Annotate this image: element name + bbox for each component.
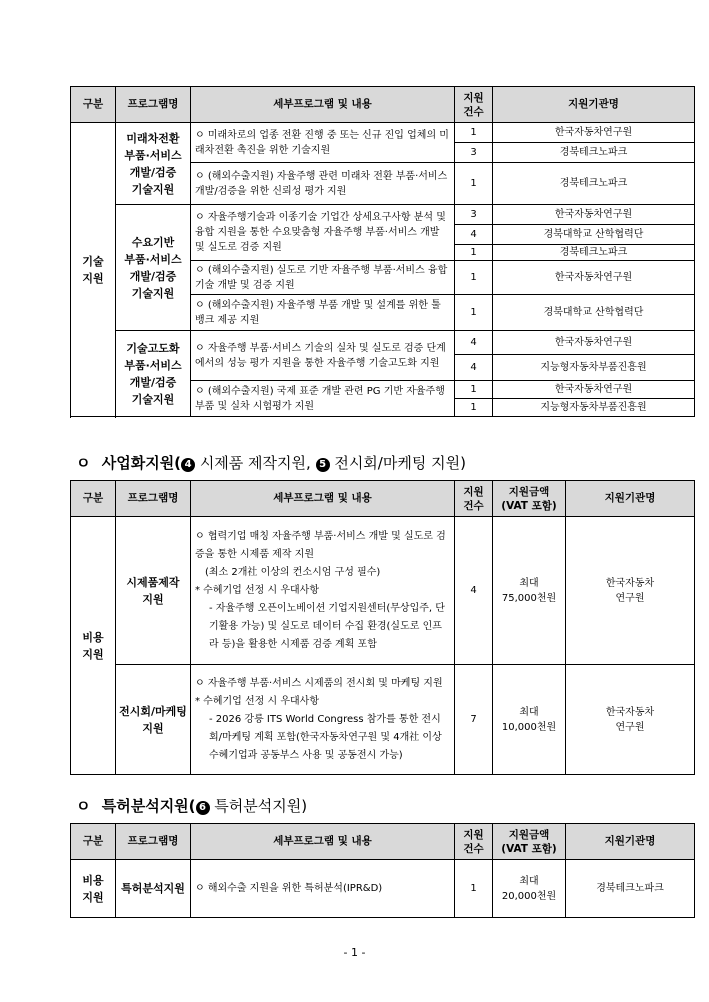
detail-text: ㅇ 자율주행기술과 이종기술 기업간 상세요구사항 분석 및 융합 지원을 통한 수요맞춤형 자율주행 부품·서비스 개발 및 실도로 검증 지원: [191, 205, 455, 261]
count-cell: 1: [455, 261, 493, 295]
agency-cell: 경북테크노파크: [493, 245, 695, 261]
program-name: 기술고도화 부품·서비스 개발/검증 기술지원: [116, 331, 191, 417]
count-cell: 4: [455, 225, 493, 245]
header-amount: 지원금액 (VAT 포함): [493, 824, 566, 860]
count-cell: 4: [455, 517, 493, 665]
category-tech: 기술 지원: [71, 123, 116, 417]
program-name: 수요기반 부품·서비스 개발/검증 기술지원: [116, 205, 191, 331]
detail-line: * 수혜기업 선정 시 우대사항: [195, 584, 319, 596]
header-program: 프로그램명: [116, 87, 191, 123]
count-cell: 1: [455, 295, 493, 331]
section-heading-patent: [76, 795, 307, 816]
agency-cell: 한국자동차연구원: [493, 381, 695, 399]
program-name: 특허분석지원: [116, 860, 191, 918]
detail-line: (최소 2개社 이상의 컨소시엄 구성 필수): [205, 566, 381, 578]
section-title: 특허분석지원(: [101, 797, 196, 815]
count-cell: 1: [455, 123, 493, 143]
section-title: 사업화지원(: [101, 454, 182, 472]
bullet: ㅇ: [76, 797, 91, 815]
detail-line: ㅇ 자율주행 부품·서비스 시제품의 전시회 및 마케팅 지원: [195, 677, 443, 689]
detail-text: ㅇ 미래차로의 업종 전환 진행 중 또는 신규 진입 업체의 미래차전환 촉진을 위한 기술지원: [191, 123, 455, 163]
detail-text: [191, 665, 455, 775]
category-cost: 비용 지원: [71, 860, 116, 918]
header-count: 지원 건수: [455, 481, 493, 517]
agency-cell: 한국자동차연구원: [493, 205, 695, 225]
amount-cell: 최대 75,000천원: [493, 517, 566, 665]
agency-cell: 경북대학교 산학협력단: [493, 225, 695, 245]
number-5-icon: 5: [316, 458, 330, 472]
count-cell: 3: [455, 205, 493, 225]
count-cell: 1: [455, 245, 493, 261]
number-6-icon: 6: [196, 801, 210, 815]
agency-cell: 경북테크노파크: [493, 163, 695, 205]
count-cell: 3: [455, 143, 493, 163]
tech-support-table: [70, 86, 695, 417]
agency-cell: 한국자동차 연구원: [566, 517, 695, 665]
header-detail: 세부프로그램 및 내용: [191, 824, 455, 860]
section-sub: 특허분석지원): [209, 797, 308, 815]
count-cell: 1: [455, 163, 493, 205]
agency-cell: 한국자동차연구원: [493, 331, 695, 355]
header-amount: 지원금액 (VAT 포함): [493, 481, 566, 517]
detail-line: - 자율주행 오픈이노베이션 기업지원센터(무상입주, 단기활용 가능) 및 실도로 데이터 수집 환경(실도로 인프라 등)을 활용한 시제품 검증 계획 포함: [209, 602, 445, 650]
header-agency: 지원기관명: [566, 481, 695, 517]
commercialization-table: [70, 480, 695, 775]
count-cell: 1: [455, 399, 493, 417]
program-name: 전시회/마케팅 지원: [116, 665, 191, 775]
detail-text: [191, 517, 455, 665]
agency-cell: 한국자동차연구원: [493, 123, 695, 143]
program-name: 미래차전환 부품·서비스 개발/검증 기술지원: [116, 123, 191, 205]
header-count: 지원 건수: [455, 87, 493, 123]
header-agency: 지원기관명: [566, 824, 695, 860]
detail-text: ㅇ (해외수출지원) 실도로 기반 자율주행 부품·서비스 융합기술 개발 및 검증 지원: [191, 261, 455, 295]
detail-line: ㅇ 협력기업 매칭 자율주행 부품·서비스 개발 및 실도로 검증을 통한 시제품 제작 지원: [195, 530, 446, 560]
agency-cell: 경북테크노파크: [566, 860, 695, 918]
detail-text: ㅇ (해외수출지원) 자율주행 부품 개발 및 설계를 위한 툴뱅크 제공 지원: [191, 295, 455, 331]
agency-cell: 경북대학교 산학협력단: [493, 295, 695, 331]
agency-cell: 한국자동차 연구원: [566, 665, 695, 775]
header-category: 구분: [71, 87, 116, 123]
agency-cell: 경북테크노파크: [493, 143, 695, 163]
section-sub: 전시회/마케팅 지원): [329, 454, 466, 472]
header-category: 구분: [71, 824, 116, 860]
count-cell: 7: [455, 665, 493, 775]
count-cell: 4: [455, 331, 493, 355]
header-agency: 지원기관명: [493, 87, 695, 123]
detail-text: ㅇ 자율주행 부품·서비스 기술의 실차 및 실도로 검증 단계에서의 성능 평가 지원을 통한 자율주행 기술고도화 지원: [191, 331, 455, 381]
count-cell: 1: [455, 381, 493, 399]
detail-line: * 수혜기업 선정 시 우대사항: [195, 695, 319, 707]
number-4-icon: 4: [181, 458, 195, 472]
patent-table: [70, 823, 695, 918]
header-category: 구분: [71, 481, 116, 517]
count-cell: 1: [455, 860, 493, 918]
amount-cell: 최대 20,000천원: [493, 860, 566, 918]
count-cell: 4: [455, 355, 493, 381]
agency-cell: 지능형자동차부품진흥원: [493, 355, 695, 381]
category-cost: 비용 지원: [71, 517, 116, 775]
header-count: 지원 건수: [455, 824, 493, 860]
header-program: 프로그램명: [116, 481, 191, 517]
section-sub: 시제품 제작지원,: [195, 454, 316, 472]
agency-cell: 한국자동차연구원: [493, 261, 695, 295]
detail-text: ㅇ (해외수출지원) 국제 표준 개발 관련 PG 기반 자율주행 부품 및 실차 시험평가 지원: [191, 381, 455, 417]
section-heading-commercialization: [76, 452, 466, 473]
detail-line: - 2026 강릉 ITS World Congress 참가를 통한 전시회/마케팅 계획 포함(한국자동차연구원 및 4개社 이상 수혜기업과 공동부스 사용 및 공동전시 가능): [209, 713, 442, 761]
header-detail: 세부프로그램 및 내용: [191, 481, 455, 517]
program-name: 시제품제작 지원: [116, 517, 191, 665]
bullet: ㅇ: [76, 454, 91, 472]
detail-text: ㅇ 해외수출 지원을 위한 특허분석(IPR&D): [191, 860, 455, 918]
detail-text: ㅇ (해외수출지원) 자율주행 관련 미래차 전환 부품·서비스 개발/검증을 위한 신뢰성 평가 지원: [191, 163, 455, 205]
agency-cell: 지능형자동차부품진흥원: [493, 399, 695, 417]
page-number: - 1 -: [343, 946, 366, 959]
header-detail: 세부프로그램 및 내용: [191, 87, 455, 123]
amount-cell: 최대 10,000천원: [493, 665, 566, 775]
header-program: 프로그램명: [116, 824, 191, 860]
